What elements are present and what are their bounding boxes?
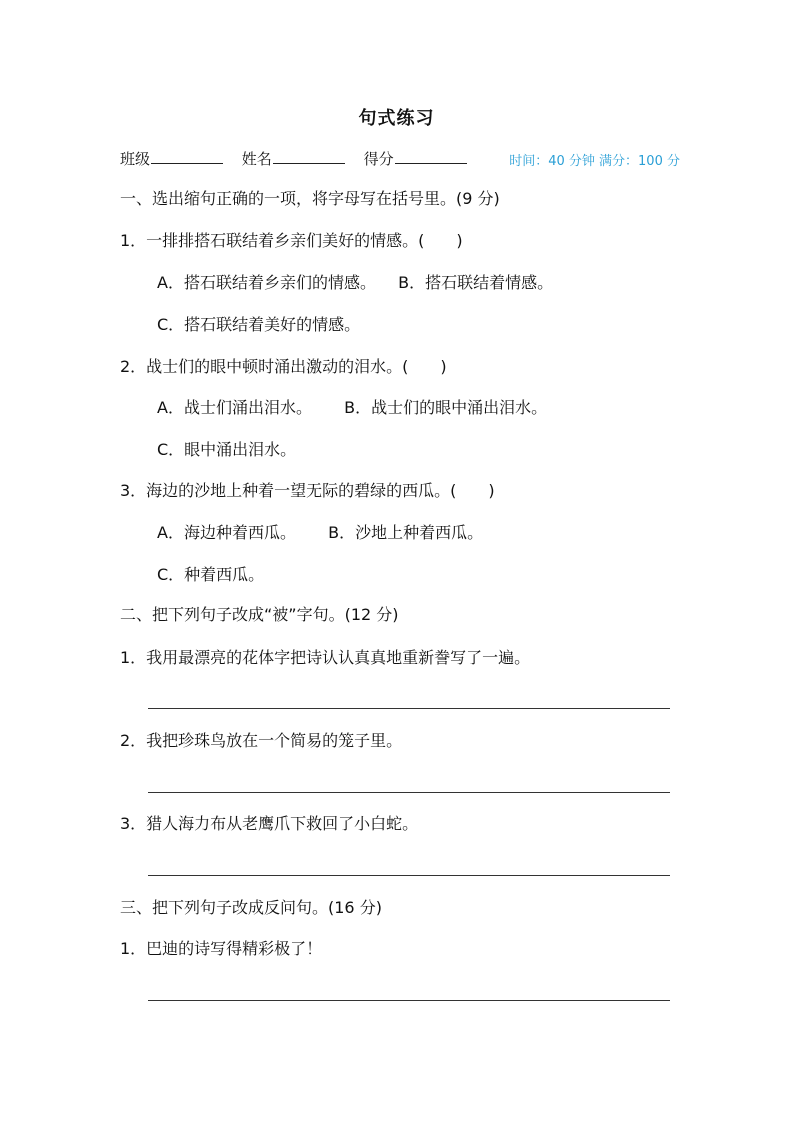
section2-heading: 二、把下列句子改成“被”字句。(12 分) — [120, 605, 399, 624]
s2-q2-answer-line[interactable] — [148, 792, 670, 793]
s1-question-2: 2．战士们的眼中顿时涌出激动的泪水。( ) — [120, 357, 447, 376]
section1-heading: 一、选出缩句正确的一项，将字母写在括号里。(9 分) — [120, 189, 500, 208]
s1-q1-option-c[interactable]: C．搭石联结着美好的情感。 — [157, 315, 361, 334]
time-info: 时间：40 分钟 满分：100 分 — [509, 154, 680, 169]
name-label: 姓名 — [241, 150, 272, 168]
student-info-row — [120, 148, 680, 170]
name-field — [242, 148, 345, 169]
s1-q1-option-a[interactable]: A．搭石联结着乡亲们的情感。 — [157, 273, 376, 292]
s1-q2-option-b[interactable]: B．战士们的眼中涌出泪水。 — [344, 398, 548, 417]
s1-question-3: 3．海边的沙地上种着一望无际的碧绿的西瓜。( ) — [120, 481, 495, 500]
score-label: 得分 — [363, 150, 394, 168]
s1-q2-option-a[interactable]: A．战士们涌出泪水。 — [157, 398, 312, 417]
s1-q3-option-b[interactable]: B．沙地上种着西瓜。 — [328, 523, 484, 542]
s1-q3-option-a[interactable]: A．海边种着西瓜。 — [157, 523, 296, 542]
s2-question-1: 1．我用最漂亮的花体字把诗认认真真地重新誊写了一遍。 — [120, 648, 531, 667]
score-field — [364, 148, 467, 169]
s1-q3-option-row — [157, 522, 483, 544]
s3-q1-answer-line[interactable] — [148, 1000, 670, 1001]
class-label: 班级 — [120, 150, 151, 168]
s1-question-1: 1．一排排搭石联结着乡亲们美好的情感。( ) — [120, 231, 463, 250]
s1-q1-option-row — [157, 272, 553, 294]
section3-heading: 三、把下列句子改成反问句。(16 分) — [120, 898, 382, 917]
s1-q2-option-c[interactable]: C．眼中涌出泪水。 — [157, 440, 297, 459]
s1-q1-option-b[interactable]: B．搭石联结着情感。 — [398, 273, 554, 292]
score-blank[interactable] — [395, 149, 467, 164]
s2-q3-answer-line[interactable] — [148, 875, 670, 876]
s2-q1-answer-line[interactable] — [148, 708, 670, 709]
s2-question-2: 2．我把珍珠鸟放在一个简易的笼子里。 — [120, 731, 403, 750]
s1-q2-option-row — [157, 397, 547, 419]
name-blank[interactable] — [273, 149, 345, 164]
s1-q3-option-c[interactable]: C．种着西瓜。 — [157, 565, 265, 584]
class-blank[interactable] — [151, 149, 223, 164]
class-field — [120, 148, 223, 169]
s2-question-3: 3．猎人海力布从老鹰爪下救回了小白蛇。 — [120, 814, 419, 833]
page-title: 句式练习 — [358, 108, 435, 129]
s3-question-1: 1．巴迪的诗写得精彩极了！ — [120, 939, 323, 958]
